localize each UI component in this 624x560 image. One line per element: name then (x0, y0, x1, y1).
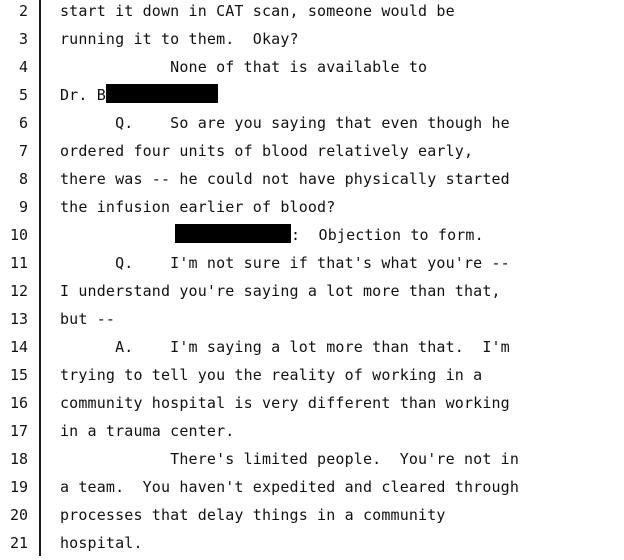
line-text-suffix: : Objection to form. (291, 226, 484, 244)
transcript-line (0, 420, 624, 448)
line-text: Q. So are you saying that even though he (60, 114, 510, 132)
transcript-line (0, 364, 624, 392)
line-text: A. I'm saying a lot more than that. I'm (60, 338, 510, 356)
line-text: trying to tell you the reality of working in a (60, 366, 483, 384)
line-text: None of that is available to (60, 58, 428, 76)
transcript-line (0, 252, 624, 280)
line-number: 16 (9, 394, 28, 412)
transcript-line (0, 56, 624, 84)
line-text: hospital. (60, 534, 143, 552)
transcript-line (0, 504, 624, 532)
transcript-line (0, 0, 624, 28)
line-number: 15 (9, 366, 28, 384)
line-text: Q. I'm not sure if that's what you're -- (60, 254, 510, 272)
transcript-line (0, 224, 624, 252)
line-number: 17 (9, 422, 28, 440)
line-text-prefix: Dr. B (60, 86, 106, 104)
line-text: ordered four units of blood relatively early, (60, 142, 474, 160)
transcript-line (0, 280, 624, 308)
line-number: 18 (9, 450, 28, 468)
line-number: 10 (9, 226, 28, 244)
line-number: 3 (18, 30, 28, 48)
line-text: community hospital is very different than working (60, 394, 510, 412)
line-text: processes that delay things in a community (60, 506, 446, 524)
transcript-line (0, 168, 624, 196)
redaction-block (106, 84, 218, 103)
line-number: 14 (9, 338, 28, 356)
transcript-line (0, 112, 624, 140)
line-number: 6 (18, 114, 28, 132)
transcript-line (0, 140, 624, 168)
transcript-line (0, 28, 624, 56)
line-text: but -- (60, 310, 116, 328)
line-number: 19 (9, 478, 28, 496)
transcript-line (0, 336, 624, 364)
line-text: running it to them. Okay? (60, 30, 299, 48)
line-number: 20 (9, 506, 28, 524)
line-text: a team. You haven't expedited and cleared through (60, 478, 520, 496)
line-number: 5 (18, 86, 28, 104)
line-text: I understand you're saying a lot more than that, (60, 282, 501, 300)
transcript-line (0, 196, 624, 224)
line-text: the infusion earlier of blood? (60, 198, 336, 216)
line-number: 12 (9, 282, 28, 300)
transcript-line (0, 392, 624, 420)
transcript-line (0, 308, 624, 336)
redaction-block (175, 224, 291, 243)
line-text: start it down in CAT scan, someone would be (60, 2, 455, 20)
transcript-line (0, 448, 624, 476)
line-text (60, 81, 218, 109)
line-number: 21 (9, 534, 28, 552)
line-number: 4 (18, 58, 28, 76)
line-text: There's limited people. You're not in (60, 450, 520, 468)
line-number: 2 (18, 2, 28, 20)
line-text: in a trauma center. (60, 422, 235, 440)
line-number: 9 (18, 198, 28, 216)
line-number: 11 (9, 254, 28, 272)
line-number: 8 (18, 170, 28, 188)
transcript-line (0, 84, 624, 112)
line-number: 13 (9, 310, 28, 328)
transcript-line (0, 476, 624, 504)
line-text (175, 221, 484, 249)
line-number: 7 (18, 142, 28, 160)
line-text: there was -- he could not have physically started (60, 170, 510, 188)
